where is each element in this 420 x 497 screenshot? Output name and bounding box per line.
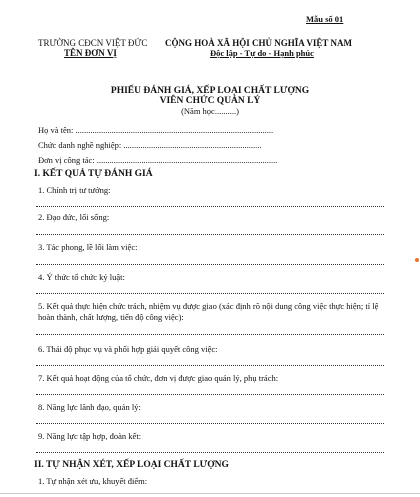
answer-line: [36, 394, 384, 395]
criterion-4: 4. Ý thức tổ chức kỷ luật:: [38, 272, 125, 282]
criterion-9: 9. Năng lực tập hợp, đoàn kết:: [38, 431, 142, 441]
answer-line: [36, 334, 384, 335]
answer-line: [36, 423, 384, 424]
unit-name: TÊN ĐƠN VỊ: [64, 48, 117, 58]
criterion-2: 2. Đạo đức, lối sống:: [38, 212, 110, 222]
criterion-1: 1. Chính trị tư tưởng:: [38, 185, 111, 195]
self-assessment-item-1: 1. Tự nhận xét ưu, khuyết điểm:: [38, 476, 148, 486]
criterion-6: 6. Thái độ phục vụ và phối hợp giải quyết công việc:: [38, 344, 218, 354]
answer-line: [36, 452, 384, 453]
school-name: TRƯỜNG CĐCN VIỆT ĐỨC: [38, 38, 148, 48]
form-number: Mẫu số 01: [306, 14, 344, 24]
national-motto: Độc lập - Tự do - Hạnh phúc: [210, 48, 314, 58]
field-full-name: Họ và tên: .............................................................................................: [38, 125, 274, 135]
answer-line: [36, 264, 384, 265]
page-edge: [0, 493, 420, 494]
criterion-3: 3. Tác phong, lề lối làm việc:: [38, 242, 138, 252]
section-1-heading: I. KẾT QUẢ TỰ ĐÁNH GIÁ: [34, 169, 153, 179]
form-title-line-2: VIÊN CHỨC QUẢN LÝ: [159, 96, 261, 106]
field-workplace: Đơn vị công tác: .....................................................................................: [38, 155, 278, 165]
answer-line: [36, 206, 384, 207]
section-2-heading: II. TỰ NHẬN XÉT, XẾP LOẠI CHẤT LƯỢNG: [34, 460, 229, 470]
answer-line: [36, 293, 384, 294]
criterion-5: 5. Kết quả thực hiện chức trách, nhiệm vụ được giao (xác định rõ nội dung công việc thực hiện; tỉ lệ hoàn thành, chất lượng, tiến độ công việc):: [38, 301, 379, 322]
criterion-8: 8. Năng lực lãnh đạo, quản lý:: [38, 402, 141, 412]
answer-line: [36, 234, 384, 235]
national-title: CỘNG HOÀ XÃ HỘI CHỦ NGHĨA VIỆT NAM: [165, 38, 352, 48]
marker-dot: [415, 258, 419, 262]
answer-line: [36, 365, 384, 366]
criterion-7: 7. Kết quả hoạt động của tổ chức, đơn vị được giao quản lý, phụ trách:: [38, 373, 279, 383]
form-title-line-1: PHIẾU ĐÁNH GIÁ, XẾP LOẠI CHẤT LƯỢNG: [110, 86, 310, 96]
field-job-title: Chức danh nghề nghiệp: .................................................................: [38, 140, 262, 150]
school-year: (Năm học..........): [181, 106, 239, 116]
